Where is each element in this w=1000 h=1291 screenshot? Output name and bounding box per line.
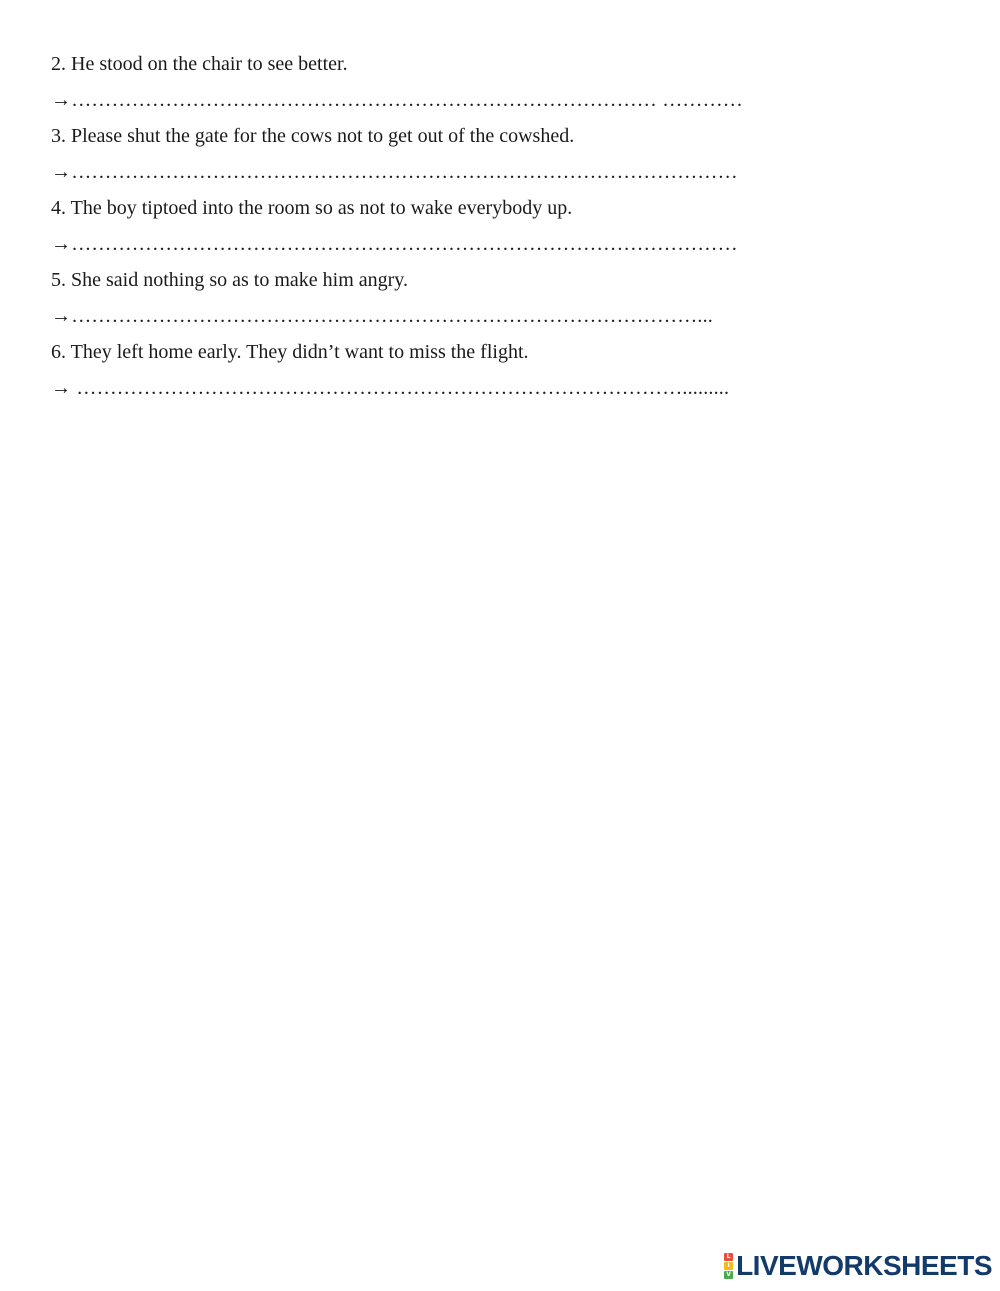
exercise-item-4 — [51, 192, 811, 264]
answer-line[interactable] — [51, 296, 811, 336]
arrow-icon: → — [51, 305, 72, 327]
question-text: 4. The boy tiptoed into the room so as not to wake everybody up. — [51, 197, 573, 219]
logo-letter-l: L — [724, 1253, 733, 1261]
arrow-icon: → — [51, 233, 72, 255]
exercise-item-5 — [51, 264, 811, 336]
answer-dots: ………………………………………………………………………………......... — [71, 377, 730, 399]
logo-letter-v: V — [724, 1271, 733, 1279]
question-text: 3. Please shut the gate for the cows not to get out of the cowshed. — [51, 125, 575, 147]
logo-mark-icon — [724, 1253, 733, 1279]
question-text: 5. She said nothing so as to make him angry. — [51, 269, 408, 291]
exercise-item-3 — [51, 120, 811, 192]
logo-wordmark: LIVEWORKSHEETS — [736, 1250, 992, 1281]
question-text: 6. They left home early. They didn’t want to miss the flight. — [51, 341, 529, 363]
exercise-item-2 — [51, 48, 811, 120]
question-text: 2. He stood on the chair to see better. — [51, 53, 348, 75]
arrow-icon: → — [51, 89, 72, 111]
answer-line[interactable] — [51, 368, 811, 408]
answer-dots: ……………………………………………………………………………………… — [71, 161, 738, 183]
arrow-icon: → — [51, 377, 72, 399]
answer-dots: …………………………………………………………………………………... — [71, 305, 714, 327]
answer-line[interactable] — [51, 224, 811, 264]
logo-letter-i: I — [724, 1262, 733, 1270]
arrow-icon: → — [51, 161, 72, 183]
answer-line[interactable] — [51, 152, 811, 192]
worksheet-content — [51, 48, 811, 408]
exercise-item-6 — [51, 336, 811, 408]
answer-line[interactable] — [51, 80, 811, 120]
answer-dots: …………………………………………………………………………… ………… — [71, 89, 744, 111]
answer-dots: ……………………………………………………………………………………… — [71, 233, 738, 255]
liveworksheets-logo — [724, 1249, 992, 1283]
